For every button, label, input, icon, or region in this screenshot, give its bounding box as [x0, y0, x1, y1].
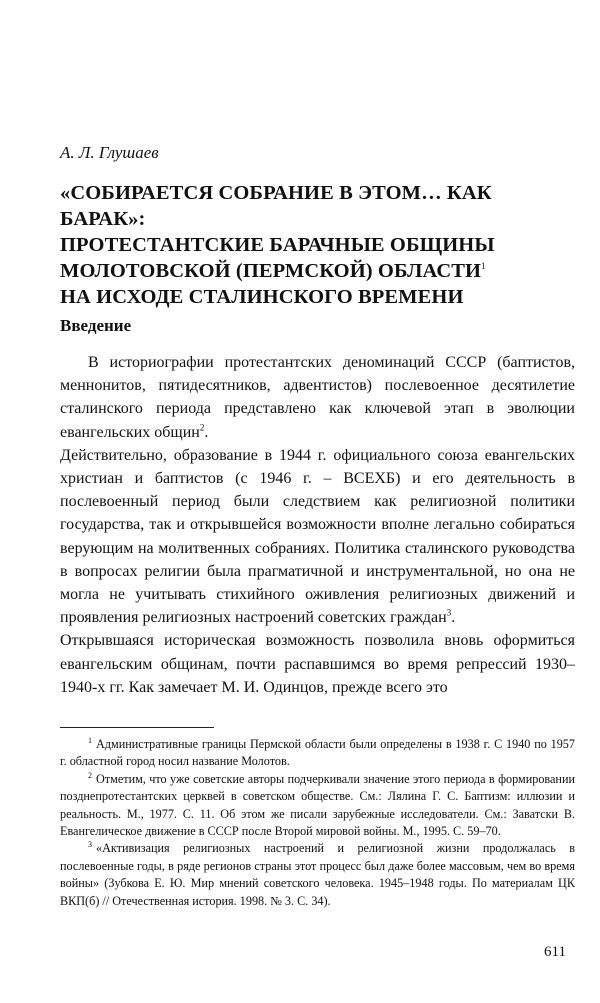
title-line-2: ПРОТЕСТАНТСКИЕ БАРАЧНЫЕ ОБЩИНЫ — [60, 234, 495, 256]
footnote-divider — [60, 727, 214, 728]
paragraph-2 — [60, 444, 575, 630]
footnote-3 — [60, 840, 575, 910]
paragraph-2-end: . — [451, 609, 456, 627]
title-line-4: НА ИСХОДЕ СТАЛИНСКОГО ВРЕМЕНИ — [60, 286, 464, 308]
footnote-1-mark: 1 — [88, 735, 92, 745]
title-footnote-mark: 1 — [481, 261, 486, 272]
title-line-1: «СОБИРАЕТСЯ СОБРАНИЕ В ЭТОМ… КАК БАРАК»: — [60, 182, 492, 230]
footnotes — [60, 736, 575, 910]
footnote-3-text: «Активизация религиозных настроений и религиозной жизни продолжалась в послевоенные годы, в ряде регионов страны этот процесс был даже более массовым, чем во время войны» (Зубкова Е. Ю. Мир мнений советского человека. 1945–1948 годы. По материалам ЦК ВКП(б) // Отечественная история. 1998. № 3. С. 34). — [60, 841, 575, 908]
footnote-2-mark: 2 — [88, 770, 92, 780]
paragraph-1-text: В историографии протестантских деноминаций СССР (баптистов, меннонитов, пятидесятников, адвентистов) послевоенное десятилетие сталинского периода представлено как ключевой этап в эволюции евангельских общин — [60, 354, 575, 441]
footnote-2 — [60, 771, 575, 841]
paragraph-1-end: . — [204, 423, 209, 441]
body-text — [60, 351, 575, 699]
paragraph-3-text: Открывшаяся историческая возможность позволила вновь оформиться евангельским общинам, почти распавшимся во время репрессий 1930–1940-х гг. Как замечает М. И. Одинцов, прежде всего это — [60, 632, 575, 696]
footnote-1 — [60, 736, 575, 771]
author-name: А. Л. Глушаев — [60, 143, 159, 162]
footnote-2-text: Отметим, что уже советские авторы подчеркивали значение этого периода в формировании позднепротестантских церквей в советском обществе. См.: Лялина Г. С. Баптизм: иллюзии и реальность. М., 1977. С. 11. Об этом же писали зарубежные исследователи. См.: Заватски В. Евангелическое движение в СССР после Второй мировой войны. М., 1995. С. 59–70. — [60, 771, 575, 839]
page-number: 611 — [544, 944, 566, 960]
footnote-1-text: Административные границы Пермской области были определены в 1938 г. С 1940 по 1957 г. областной город носил название Молотов. — [60, 737, 575, 769]
paragraph-3 — [60, 629, 575, 699]
footnote-3-mark: 3 — [88, 840, 92, 850]
footnote-ref-3: 3 — [446, 607, 452, 618]
paragraph-1 — [60, 351, 575, 444]
article-title — [60, 180, 580, 310]
paragraph-2-text: Действительно, образование в 1944 г. официального союза евангельских христиан и баптистов (с 1946 г. – ВСЕХБ) и его деятельность в послевоенный период были следствием как религиозной политики государства, так и открывшейся возможности вполне легально собираться верующим на молитвенных собраниях. Политика сталинского руководства в вопросах религии была прагматичной и инструментальной, но она не могла не учитывать стихийного оживления религиозных движений и проявления религиозных настроений советских граждан — [60, 446, 575, 627]
section-heading: Введение — [60, 316, 132, 335]
footnote-ref-2: 2 — [199, 422, 205, 433]
title-line-3: МОЛОТОВСКОЙ (ПЕРМСКОЙ) ОБЛАСТИ — [60, 260, 482, 282]
